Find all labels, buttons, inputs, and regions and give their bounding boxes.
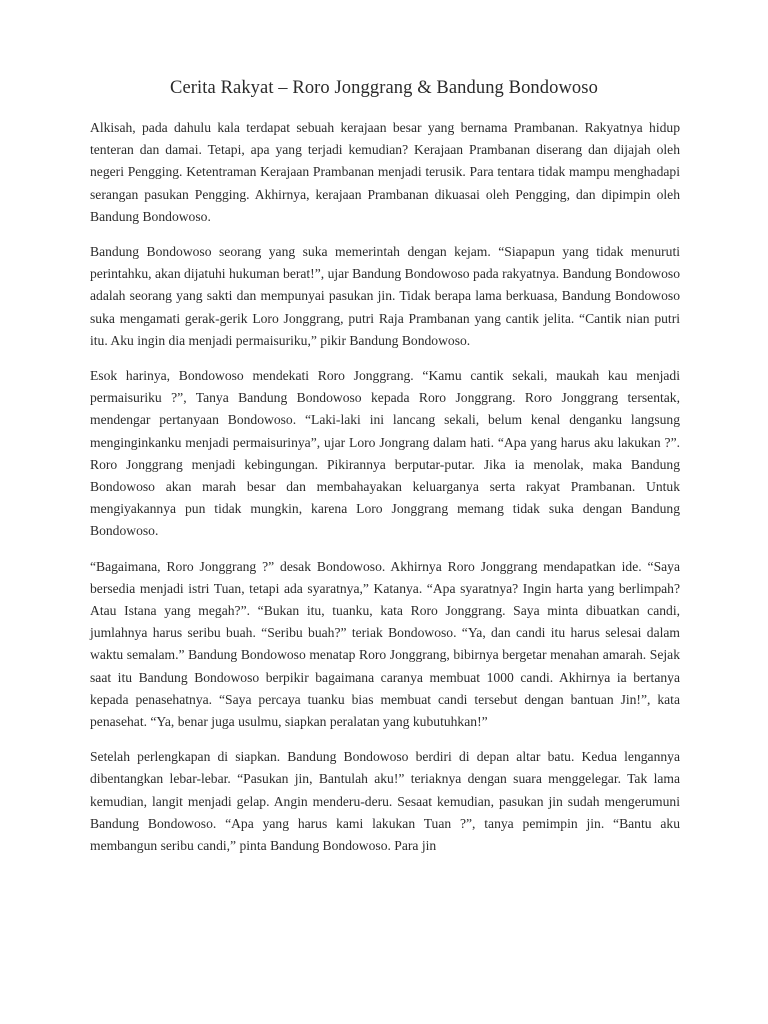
paragraph-1: Alkisah, pada dahulu kala terdapat sebuah kerajaan besar yang bernama Prambanan. Rakyatnya hidup tenteran dan damai. Tetapi, apa yang terjadi kemudian? Kerajaan Prambanan diserang dan dijajah oleh negeri Pengging. Ketentraman Kerajaan Prambanan menjadi terusik. Para tentara tidak mampu menghadapi serangan pasukan Pengging. Akhirnya, kerajaan Prambanan dikuasai oleh Pengging, dan dipimpin oleh Bandung Bondowoso.	[90, 120, 680, 224]
document-title: Cerita Rakyat – Roro Jonggrang & Bandung Bondowoso	[170, 78, 598, 98]
paragraph-5: Setelah perlengkapan di siapkan. Bandung Bondowoso berdiri di depan altar batu. Kedua lengannya dibentangkan lebar-lebar. “Pasukan jin, Bantulah aku!” teriaknya dengan suara menggelegar. Tak lama kemudian, langit menjadi gelap. Angin menderu-deru. Sesaat kemudian, pasukan jin sudah mengerumuni Bandung Bondowoso. “Apa yang harus kami lakukan Tuan ?”, tanya pemimpin jin. “Bantu aku membangun seribu candi,” pinta Bandung Bondowoso. Para jin	[90, 749, 680, 854]
document-body	[90, 117, 680, 870]
paragraph-2: Bandung Bondowoso seorang yang suka memerintah dengan kejam. “Siapapun yang tidak menuruti perintahku, akan dijatuhi hukuman berat!”, ujar Bandung Bondowoso pada rakyatnya. Bandung Bondowoso adalah seorang yang sakti dan mempunyai pasukan jin. Tidak berapa lama berkuasa, Bandung Bondowoso suka mengamati gerak-gerik Loro Jonggrang, putri Raja Prambanan yang cantik jelita. “Cantik nian putri itu. Aku ingin dia menjadi permaisuriku,” pikir Bandung Bondowoso.	[90, 244, 680, 348]
paragraph-3: Esok harinya, Bondowoso mendekati Roro Jonggrang. “Kamu cantik sekali, maukah kau menjadi permaisuriku ?”, Tanya Bandung Bondowoso kepada Roro Jonggrang. Roro Jonggrang tersentak, mendengar pertanyaan Bondowoso. “Laki-laki ini lancang sekali, belum kenal denganku langsung menginginkanku menjadi permaisurinya”, ujar Loro Jongrang dalam hati. “Apa yang harus aku lakukan ?”. Roro Jonggrang menjadi kebingungan. Pikirannya berputar-putar. Jika ia menolak, maka Bandung Bondowoso akan marah besar dan membahayakan keluarganya serta rakyat Prambanan. Untuk mengiyakannya pun tidak mungkin, karena Loro Jonggrang memang tidak suka dengan Bandung Bondowoso.	[90, 368, 680, 539]
paragraph-4: “Bagaimana, Roro Jonggrang ?” desak Bondowoso. Akhirnya Roro Jonggrang mendapatkan ide. “Saya bersedia menjadi istri Tuan, tetapi ada syaratnya,” Katanya. “Apa syaratnya? Ingin harta yang berlimpah? Atau Istana yang megah?”. “Bukan itu, tuanku, kata Roro Jonggrang. Saya minta dibuatkan candi, jumlahnya harus seribu buah. “Seribu buah?” teriak Bondowoso. “Ya, dan candi itu harus selesai dalam waktu semalam.” Bandung Bondowoso menatap Roro Jonggrang, bibirnya bergetar menahan amarah. Sejak saat itu Bandung Bondowoso berpikir bagaimana caranya membuat 1000 candi. Akhirnya ia bertanya kepada penasehatnya. “Saya percaya tuanku bias membuat candi tersebut dengan bantuan Jin!”, kata penasehat. “Ya, benar juga usulmu, siapkan peralatan yang kubutuhkan!”	[90, 558, 680, 730]
